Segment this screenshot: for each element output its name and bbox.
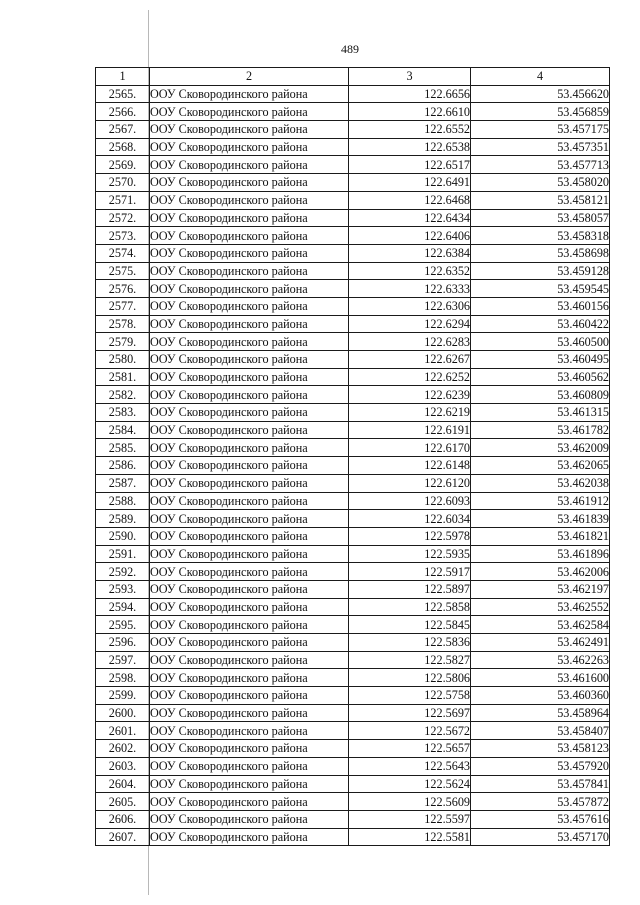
latitude-cell: 53.461896 (471, 545, 610, 563)
object-name-cell: ООУ Сковородинского района (150, 262, 349, 280)
object-name-cell: ООУ Сковородинского района (150, 651, 349, 669)
object-name-cell: ООУ Сковородинского района (150, 474, 349, 492)
table-row (96, 404, 610, 422)
object-name-cell: ООУ Сковородинского района (150, 315, 349, 333)
longitude-cell: 122.5845 (349, 616, 471, 634)
latitude-cell: 53.460500 (471, 333, 610, 351)
page-number: 489 (341, 42, 359, 56)
object-name-cell: ООУ Сковородинского района (150, 563, 349, 581)
object-name-cell: ООУ Сковородинского района (150, 757, 349, 775)
latitude-cell: 53.460809 (471, 386, 610, 404)
longitude-cell: 122.6406 (349, 227, 471, 245)
longitude-cell: 122.6434 (349, 209, 471, 227)
object-name-cell: ООУ Сковородинского района (150, 85, 349, 103)
coordinates-table (95, 67, 610, 846)
longitude-cell: 122.5697 (349, 704, 471, 722)
object-name-cell: ООУ Сковородинского района (150, 386, 349, 404)
latitude-cell: 53.458698 (471, 244, 610, 262)
object-name-cell: ООУ Сковородинского района (150, 510, 349, 528)
table-row (96, 209, 610, 227)
table-row (96, 315, 610, 333)
longitude-cell: 122.6191 (349, 421, 471, 439)
table-row (96, 280, 610, 298)
object-name-cell: ООУ Сковородинского района (150, 545, 349, 563)
longitude-cell: 122.6239 (349, 386, 471, 404)
row-number-cell: 2582. (96, 386, 150, 404)
longitude-cell: 122.5836 (349, 634, 471, 652)
longitude-cell: 122.5643 (349, 757, 471, 775)
table-row (96, 669, 610, 687)
longitude-cell: 122.6306 (349, 297, 471, 315)
longitude-cell: 122.6283 (349, 333, 471, 351)
object-name-cell: ООУ Сковородинского района (150, 404, 349, 422)
object-name-cell: ООУ Сковородинского района (150, 227, 349, 245)
row-number-cell: 2590. (96, 527, 150, 545)
object-name-cell: ООУ Сковородинского района (150, 368, 349, 386)
latitude-cell: 53.461821 (471, 527, 610, 545)
object-name-cell: ООУ Сковородинского района (150, 793, 349, 811)
latitude-cell: 53.458057 (471, 209, 610, 227)
latitude-cell: 53.462009 (471, 439, 610, 457)
table-row (96, 616, 610, 634)
row-number-cell: 2592. (96, 563, 150, 581)
row-number-cell: 2597. (96, 651, 150, 669)
table-row (96, 174, 610, 192)
longitude-cell: 122.5827 (349, 651, 471, 669)
latitude-cell: 53.462263 (471, 651, 610, 669)
object-name-cell: ООУ Сковородинского района (150, 209, 349, 227)
column-header-number: 1 (96, 68, 150, 86)
table-row (96, 810, 610, 828)
latitude-cell: 53.460562 (471, 368, 610, 386)
longitude-cell: 122.6538 (349, 138, 471, 156)
object-name-cell: ООУ Сковородинского района (150, 191, 349, 209)
table-row (96, 85, 610, 103)
object-name-cell: ООУ Сковородинского района (150, 722, 349, 740)
object-name-cell: ООУ Сковородинского района (150, 421, 349, 439)
object-name-cell: ООУ Сковородинского района (150, 669, 349, 687)
latitude-cell: 53.459128 (471, 262, 610, 280)
longitude-cell: 122.5758 (349, 687, 471, 705)
table-row (96, 421, 610, 439)
table-row (96, 474, 610, 492)
row-number-cell: 2572. (96, 209, 150, 227)
object-name-cell: ООУ Сковородинского района (150, 704, 349, 722)
object-name-cell: ООУ Сковородинского района (150, 333, 349, 351)
latitude-cell: 53.461839 (471, 510, 610, 528)
object-name-cell: ООУ Сковородинского района (150, 775, 349, 793)
longitude-cell: 122.5624 (349, 775, 471, 793)
longitude-cell: 122.6552 (349, 121, 471, 139)
row-number-cell: 2576. (96, 280, 150, 298)
latitude-cell: 53.457351 (471, 138, 610, 156)
row-number-cell: 2578. (96, 315, 150, 333)
latitude-cell: 53.458020 (471, 174, 610, 192)
row-number-cell: 2594. (96, 598, 150, 616)
row-number-cell: 2602. (96, 740, 150, 758)
table-row (96, 634, 610, 652)
object-name-cell: ООУ Сковородинского района (150, 457, 349, 475)
latitude-cell: 53.456620 (471, 85, 610, 103)
table-row (96, 545, 610, 563)
longitude-cell: 122.6333 (349, 280, 471, 298)
table-header-row (96, 68, 610, 86)
longitude-cell: 122.6384 (349, 244, 471, 262)
table-row (96, 244, 610, 262)
object-name-cell: ООУ Сковородинского района (150, 740, 349, 758)
table-row (96, 439, 610, 457)
table-row (96, 793, 610, 811)
row-number-cell: 2585. (96, 439, 150, 457)
row-number-cell: 2586. (96, 457, 150, 475)
longitude-cell: 122.5581 (349, 828, 471, 846)
table-row (96, 227, 610, 245)
longitude-cell: 122.6252 (349, 368, 471, 386)
latitude-cell: 53.459545 (471, 280, 610, 298)
object-name-cell: ООУ Сковородинского района (150, 687, 349, 705)
table-row (96, 687, 610, 705)
row-number-cell: 2598. (96, 669, 150, 687)
row-number-cell: 2604. (96, 775, 150, 793)
row-number-cell: 2569. (96, 156, 150, 174)
latitude-cell: 53.460422 (471, 315, 610, 333)
table-row (96, 580, 610, 598)
object-name-cell: ООУ Сковородинского района (150, 580, 349, 598)
latitude-cell: 53.462197 (471, 580, 610, 598)
latitude-cell: 53.457841 (471, 775, 610, 793)
object-name-cell: ООУ Сковородинского района (150, 156, 349, 174)
longitude-cell: 122.5858 (349, 598, 471, 616)
latitude-cell: 53.458964 (471, 704, 610, 722)
table-row (96, 121, 610, 139)
row-number-cell: 2581. (96, 368, 150, 386)
row-number-cell: 2600. (96, 704, 150, 722)
object-name-cell: ООУ Сковородинского района (150, 828, 349, 846)
latitude-cell: 53.462006 (471, 563, 610, 581)
longitude-cell: 122.6294 (349, 315, 471, 333)
longitude-cell: 122.6093 (349, 492, 471, 510)
row-number-cell: 2588. (96, 492, 150, 510)
longitude-cell: 122.6148 (349, 457, 471, 475)
longitude-cell: 122.5917 (349, 563, 471, 581)
row-number-cell: 2591. (96, 545, 150, 563)
longitude-cell: 122.6517 (349, 156, 471, 174)
table-row (96, 262, 610, 280)
row-number-cell: 2568. (96, 138, 150, 156)
table-row (96, 775, 610, 793)
object-name-cell: ООУ Сковородинского района (150, 492, 349, 510)
latitude-cell: 53.457713 (471, 156, 610, 174)
row-number-cell: 2599. (96, 687, 150, 705)
latitude-cell: 53.458407 (471, 722, 610, 740)
longitude-cell: 122.6468 (349, 191, 471, 209)
table-row (96, 757, 610, 775)
longitude-cell: 122.6034 (349, 510, 471, 528)
table-row (96, 333, 610, 351)
table-row (96, 103, 610, 121)
latitude-cell: 53.460360 (471, 687, 610, 705)
table-row (96, 191, 610, 209)
latitude-cell: 53.462552 (471, 598, 610, 616)
latitude-cell: 53.457872 (471, 793, 610, 811)
longitude-cell: 122.5978 (349, 527, 471, 545)
latitude-cell: 53.462584 (471, 616, 610, 634)
row-number-cell: 2577. (96, 297, 150, 315)
table-body (96, 85, 610, 846)
latitude-cell: 53.458121 (471, 191, 610, 209)
table-row (96, 297, 610, 315)
latitude-cell: 53.462491 (471, 634, 610, 652)
longitude-cell: 122.6170 (349, 439, 471, 457)
latitude-cell: 53.456859 (471, 103, 610, 121)
table-row (96, 457, 610, 475)
object-name-cell: ООУ Сковородинского района (150, 103, 349, 121)
latitude-cell: 53.457616 (471, 810, 610, 828)
table-row (96, 368, 610, 386)
row-number-cell: 2601. (96, 722, 150, 740)
longitude-cell: 122.6120 (349, 474, 471, 492)
latitude-cell: 53.458123 (471, 740, 610, 758)
row-number-cell: 2583. (96, 404, 150, 422)
longitude-cell: 122.6219 (349, 404, 471, 422)
row-number-cell: 2593. (96, 580, 150, 598)
longitude-cell: 122.6610 (349, 103, 471, 121)
row-number-cell: 2589. (96, 510, 150, 528)
row-number-cell: 2606. (96, 810, 150, 828)
row-number-cell: 2574. (96, 244, 150, 262)
object-name-cell: ООУ Сковородинского района (150, 174, 349, 192)
object-name-cell: ООУ Сковородинского района (150, 297, 349, 315)
table-row (96, 598, 610, 616)
row-number-cell: 2584. (96, 421, 150, 439)
object-name-cell: ООУ Сковородинского района (150, 810, 349, 828)
row-number-cell: 2603. (96, 757, 150, 775)
longitude-cell: 122.5597 (349, 810, 471, 828)
row-number-cell: 2607. (96, 828, 150, 846)
object-name-cell: ООУ Сковородинского района (150, 634, 349, 652)
object-name-cell: ООУ Сковородинского района (150, 138, 349, 156)
table-row (96, 651, 610, 669)
object-name-cell: ООУ Сковородинского района (150, 280, 349, 298)
table-row (96, 527, 610, 545)
latitude-cell: 53.457170 (471, 828, 610, 846)
table-row (96, 386, 610, 404)
latitude-cell: 53.458318 (471, 227, 610, 245)
row-number-cell: 2587. (96, 474, 150, 492)
latitude-cell: 53.457175 (471, 121, 610, 139)
latitude-cell: 53.462065 (471, 457, 610, 475)
table-row (96, 704, 610, 722)
row-number-cell: 2579. (96, 333, 150, 351)
row-number-cell: 2565. (96, 85, 150, 103)
longitude-cell: 122.6352 (349, 262, 471, 280)
latitude-cell: 53.457920 (471, 757, 610, 775)
row-number-cell: 2580. (96, 351, 150, 369)
table-row (96, 351, 610, 369)
row-number-cell: 2596. (96, 634, 150, 652)
longitude-cell: 122.6267 (349, 351, 471, 369)
longitude-cell: 122.5609 (349, 793, 471, 811)
latitude-cell: 53.461315 (471, 404, 610, 422)
row-number-cell: 2605. (96, 793, 150, 811)
latitude-cell: 53.460495 (471, 351, 610, 369)
column-header-longitude: 3 (349, 68, 471, 86)
row-number-cell: 2595. (96, 616, 150, 634)
row-number-cell: 2566. (96, 103, 150, 121)
latitude-cell: 53.461782 (471, 421, 610, 439)
longitude-cell: 122.6491 (349, 174, 471, 192)
column-header-name: 2 (150, 68, 349, 86)
table-row (96, 563, 610, 581)
table-row (96, 492, 610, 510)
longitude-cell: 122.5672 (349, 722, 471, 740)
row-number-cell: 2571. (96, 191, 150, 209)
table-row (96, 828, 610, 846)
column-header-latitude: 4 (471, 68, 610, 86)
latitude-cell: 53.461600 (471, 669, 610, 687)
table-row (96, 156, 610, 174)
longitude-cell: 122.5897 (349, 580, 471, 598)
object-name-cell: ООУ Сковородинского района (150, 616, 349, 634)
row-number-cell: 2570. (96, 174, 150, 192)
longitude-cell: 122.5657 (349, 740, 471, 758)
longitude-cell: 122.5935 (349, 545, 471, 563)
latitude-cell: 53.461912 (471, 492, 610, 510)
table-row (96, 138, 610, 156)
latitude-cell: 53.462038 (471, 474, 610, 492)
row-number-cell: 2575. (96, 262, 150, 280)
object-name-cell: ООУ Сковородинского района (150, 439, 349, 457)
object-name-cell: ООУ Сковородинского района (150, 121, 349, 139)
table-row (96, 510, 610, 528)
row-number-cell: 2567. (96, 121, 150, 139)
object-name-cell: ООУ Сковородинского района (150, 527, 349, 545)
latitude-cell: 53.460156 (471, 297, 610, 315)
table-row (96, 740, 610, 758)
row-number-cell: 2573. (96, 227, 150, 245)
object-name-cell: ООУ Сковородинского района (150, 244, 349, 262)
object-name-cell: ООУ Сковородинского района (150, 598, 349, 616)
longitude-cell: 122.6656 (349, 85, 471, 103)
longitude-cell: 122.5806 (349, 669, 471, 687)
object-name-cell: ООУ Сковородинского района (150, 351, 349, 369)
table-row (96, 722, 610, 740)
